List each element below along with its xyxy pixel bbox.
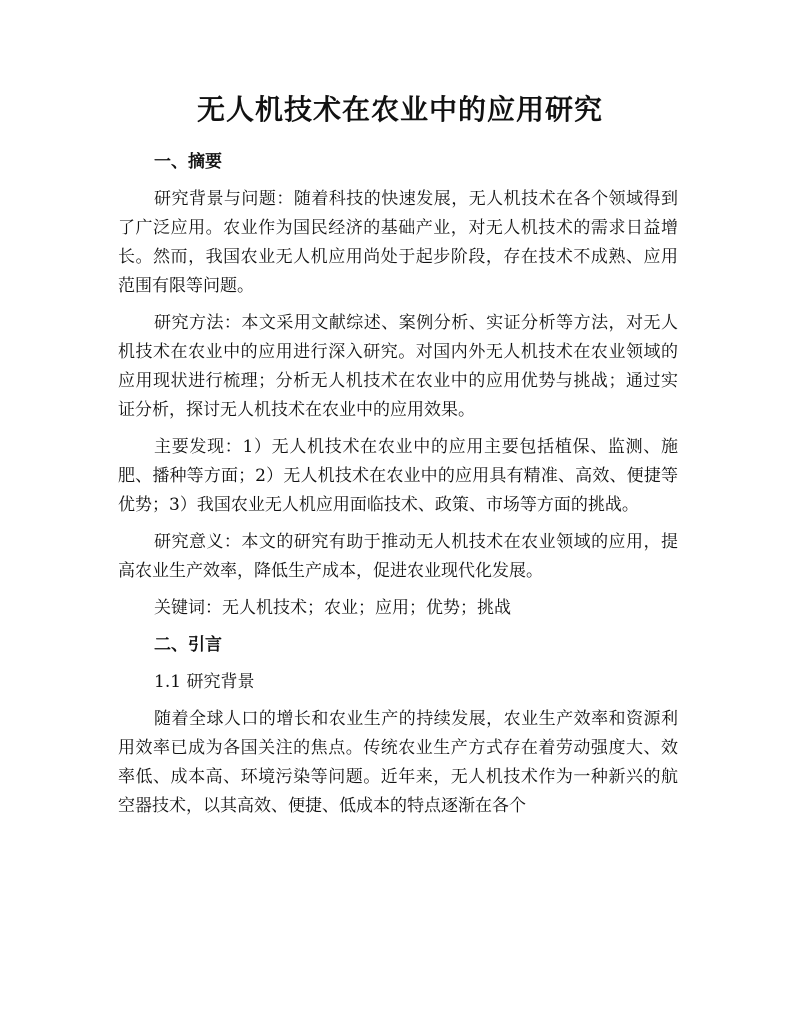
abstract-background-paragraph: 研究背景与问题：随着科技的快速发展，无人机技术在各个领域得到了广泛应用。农业作为国民经济的基础产业，对无人机技术的需求日益增长。然而，我国农业无人机应用尚处于起步阶段，存在技术不成熟、应用范围有限等问题。	[118, 189, 678, 296]
abstract-methods-paragraph: 研究方法：本文采用文献综述、案例分析、实证分析等方法，对无人机技术在农业中的应用进行深入研究。对国内外无人机技术在农业领域的应用现状进行梳理；分析无人机技术在农业中的应用优势与挑战；通过实证分析，探讨无人机技术在农业中的应用效果。	[118, 313, 678, 420]
abstract-significance-paragraph: 研究意义：本文的研究有助于推动无人机技术在农业领域的应用，提高农业生产效率，降低生产成本，促进农业现代化发展。	[118, 532, 678, 581]
introduction-heading: 二、引言	[154, 635, 222, 655]
introduction-paragraph: 随着全球人口的增长和农业生产的持续发展，农业生产效率和资源利用效率已成为各国关注的焦点。传统农业生产方式存在着劳动强度大、效率低、成本高、环境污染等问题。近年来，无人机技术作为一种新兴的航空器技术，以其高效、便捷、低成本的特点逐渐在各个	[118, 709, 678, 816]
abstract-findings-paragraph: 主要发现：1）无人机技术在农业中的应用主要包括植保、监测、施肥、播种等方面；2）无人机技术在农业中的应用具有精准、高效、便捷等优势；3）我国农业无人机应用面临技术、政策、市场等方面的挑战。	[118, 437, 678, 515]
document-title: 无人机技术在农业中的应用研究	[196, 93, 603, 126]
abstract-keywords-line: 关键词：无人机技术；农业；应用；优势；挑战	[154, 598, 511, 618]
introduction-subheading: 1.1 研究背景	[154, 672, 255, 692]
document-body	[118, 148, 678, 829]
abstract-heading: 一、摘要	[154, 152, 222, 172]
